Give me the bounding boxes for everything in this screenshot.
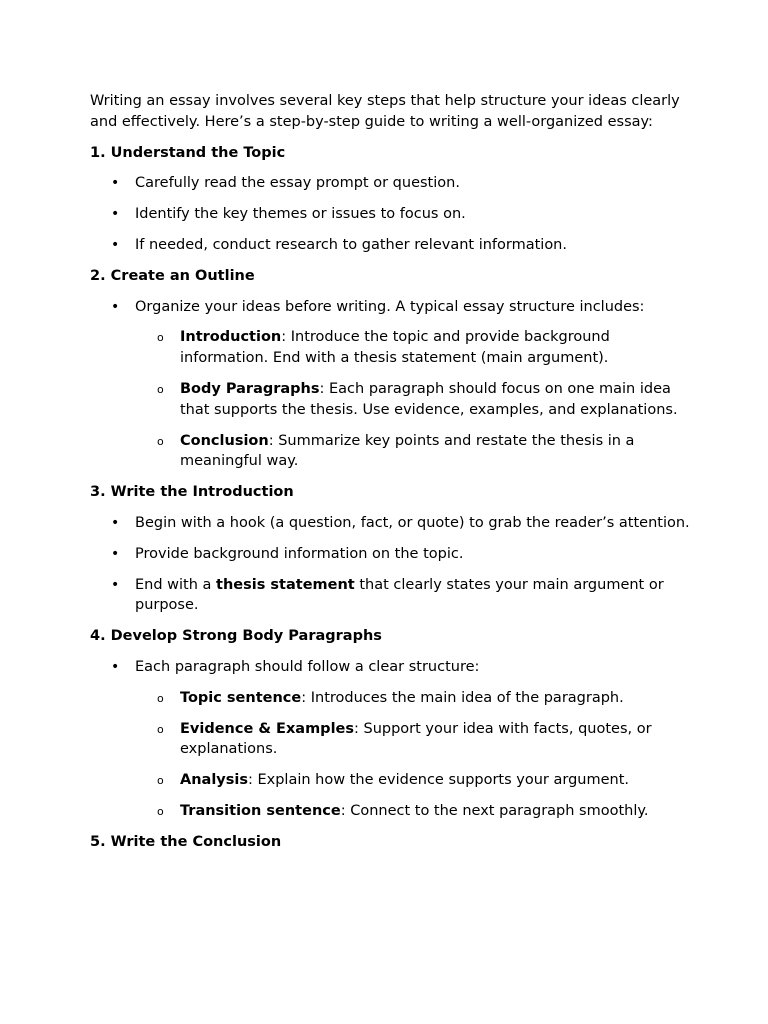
list-item: [90, 544, 690, 565]
list-item-text: Carefully read the essay prompt or question.: [135, 175, 460, 192]
list-item: [90, 657, 690, 822]
sublist-item-term: Evidence & Examples: [180, 720, 354, 737]
list-item-text: If needed, conduct research to gather relevant information.: [135, 236, 567, 253]
sublist-item-term: Introduction: [180, 329, 282, 346]
sublist-item-text: : Introduces the main idea of the paragraph.: [301, 689, 624, 706]
sublist-item-text: : Explain how the evidence supports your argument.: [247, 772, 630, 789]
bullet-marker: •: [111, 545, 120, 562]
sublist-item-term: Transition sentence: [180, 802, 341, 819]
section-heading-create-outline: 2. Create an Outline: [90, 267, 255, 284]
section-1-list: [90, 173, 690, 255]
section-2-list: [90, 297, 690, 473]
list-item: [90, 204, 690, 225]
sub-bullet-marker: o: [157, 691, 164, 705]
sub-bullet-marker: o: [157, 331, 164, 345]
sublist-item: [135, 719, 690, 761]
sub-bullet-marker: o: [157, 774, 164, 788]
section-3-list: [90, 513, 690, 616]
intro-paragraph: Writing an essay involves several key steps that help structure your ideas clearly and effectively. Here’s a step-by-step guide to writing a well-organized essay:: [90, 93, 680, 130]
bullet-marker: •: [111, 298, 120, 315]
document-page: [90, 91, 690, 863]
section-4-list: [90, 657, 690, 822]
list-item: [90, 173, 690, 194]
sublist-item-term: Body Paragraphs: [180, 380, 320, 397]
sublist-item-text: : Support your idea with facts, quotes, or explanations.: [180, 720, 652, 758]
sublist-item-term: Analysis: [180, 772, 248, 789]
sublist-item: [135, 688, 690, 709]
bullet-marker: •: [111, 658, 120, 675]
sub-bullet-marker: o: [157, 722, 164, 736]
bullet-marker: •: [111, 576, 120, 593]
sublist-item: [135, 431, 690, 473]
section-heading-body-paragraphs: 4. Develop Strong Body Paragraphs: [90, 628, 382, 645]
outline-sublist: [135, 327, 690, 472]
list-item-text: Begin with a hook (a question, fact, or quote) to grab the reader’s attention.: [135, 514, 690, 531]
bullet-marker: •: [111, 236, 120, 253]
sublist-item-term: Conclusion: [180, 432, 269, 449]
sublist-item: [135, 379, 690, 421]
sublist-item-text: : Introduce the topic and provide background information. End with a thesis statement (main argument).: [180, 329, 610, 367]
list-item: [90, 575, 690, 617]
sublist-item: [135, 801, 690, 822]
sublist-item-term: Topic sentence: [180, 689, 302, 706]
list-item: [90, 297, 690, 473]
bullet-marker: •: [111, 206, 120, 223]
section-heading-write-introduction: 3. Write the Introduction: [90, 484, 294, 501]
sublist-item-text: : Each paragraph should focus on one main idea that supports the thesis. Use evidence, examples, and explanations.: [180, 380, 678, 418]
sub-bullet-marker: o: [157, 434, 164, 448]
list-item-text: Organize your ideas before writing. A typical essay structure includes:: [135, 298, 645, 315]
sublist-item: [135, 327, 690, 369]
sub-bullet-marker: o: [157, 804, 164, 818]
list-item-text: Each paragraph should follow a clear structure:: [135, 658, 480, 675]
sublist-item: [135, 770, 690, 791]
list-item-term: thesis statement: [216, 576, 355, 593]
list-item: [90, 513, 690, 534]
list-item-text: Provide background information on the topic.: [135, 545, 464, 562]
structure-sublist: [135, 688, 690, 822]
section-heading-write-conclusion: 5. Write the Conclusion: [90, 833, 282, 850]
list-item-text: Identify the key themes or issues to focus on.: [135, 206, 466, 223]
bullet-marker: •: [111, 175, 120, 192]
sublist-item-text: : Summarize key points and restate the thesis in a meaningful way.: [180, 432, 635, 470]
list-item-text-post: that clearly states your main argument or purpose.: [135, 576, 664, 614]
sub-bullet-marker: o: [157, 382, 164, 396]
sublist-item-text: : Connect to the next paragraph smoothly.: [340, 802, 649, 819]
section-heading-understand-topic: 1. Understand the Topic: [90, 144, 286, 161]
bullet-marker: •: [111, 514, 120, 531]
list-item: [90, 235, 690, 256]
list-item-text-pre: End with a: [135, 576, 217, 593]
